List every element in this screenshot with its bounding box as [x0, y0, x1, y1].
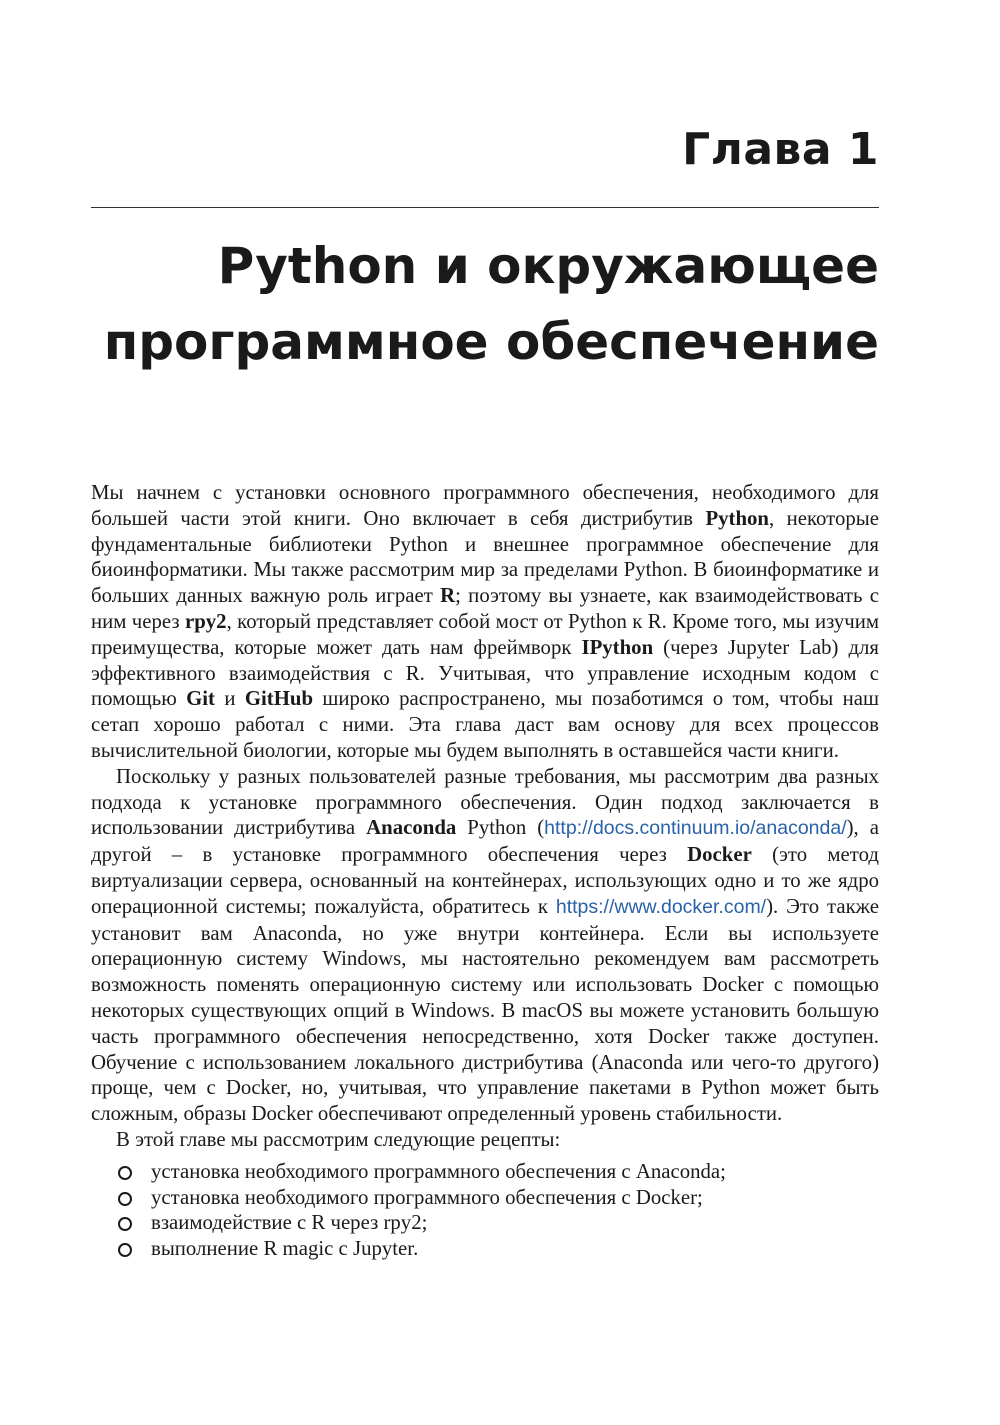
intro-paragraph: [91, 480, 879, 764]
circle-bullet-icon: [118, 1217, 132, 1231]
text-run: ), а другой – в установке программного обеспечения через: [91, 816, 879, 867]
text-run: ; поэтому вы узнаете, как взаимодействовать с ним через: [91, 584, 879, 633]
text-run: , некоторые фундаментальные библиотеки Python и внешнее программное обеспечение для биоинформатики. Мы также рассмотрим мир за пределами Python. В биоинформатике и больших данных важную роль играет: [91, 506, 879, 608]
chapter-number: Глава 1: [682, 124, 879, 175]
chapter-divider: [91, 207, 879, 208]
list-item: [91, 1159, 879, 1185]
text-run: ). Это также установит вам Anaconda, но уже внутри контейнера. Если вы используете операционную систему Windows, мы настоятельно рекомендуем вам рассмотреть возможность поменять операционную систему или использовать Docker с помощью некоторых существующих опций в Windows. В macOS вы можете установить большую часть программного обеспечения непосредственно, хотя Docker также доступен. Обучение с использованием локального дистрибутива (Anaconda или чего-то другого) проще, чем с Docker, но, учитывая, что управление пакетами в Python может быть сложным, образы Docker обеспечивают определенный уровень стабильности.: [91, 894, 880, 1126]
term-python: Python: [705, 506, 769, 530]
term-ipython: IPython: [581, 635, 654, 659]
term-git: Git: [186, 687, 215, 711]
term-github: GitHub: [244, 687, 314, 711]
recipes-intro: В этой главе мы рассмотрим следующие рецепты:: [116, 1127, 561, 1151]
text-run: и: [214, 687, 245, 711]
list-item: [91, 1210, 879, 1236]
docker-link[interactable]: https://www.docker.com/: [555, 895, 767, 918]
anaconda-link[interactable]: http://docs.continuum.io/anaconda/: [544, 817, 847, 840]
term-docker: Docker: [687, 843, 752, 867]
recipes-list: [91, 1159, 879, 1262]
text-run: широко распространено, мы позаботимся о том, чтобы наш сетап хорошо работал с ними. Эта глава даст вам основу для всех процессов вычислительной биологии, которые мы будем выполнять в оставшейся части книги.: [91, 687, 879, 762]
list-item-text: установка необходимого программного обеспечения с Anaconda;: [151, 1159, 726, 1183]
chapter-title-line-1: Python и окружающее: [217, 237, 879, 295]
term-anaconda: Anaconda: [366, 816, 457, 840]
text-run: , который представляет собой мост от Python к R. Кроме того, мы изучим преимущества, которые может дать нам фреймворк: [91, 609, 879, 659]
text-run: (через Jupyter Lab) для эффективного взаимодействия с R. Учитывая, что управление исходным кодом с помощью: [91, 635, 879, 711]
text-run: Python (: [456, 816, 545, 840]
list-item: [91, 1236, 879, 1262]
chapter-body: [91, 480, 879, 1262]
book-page: [91, 0, 879, 1425]
text-run: Мы начнем с установки основного программного обеспечения, необходимого для большей части этой книги. Оно включает в себя дистрибутив: [91, 481, 879, 530]
circle-bullet-icon: [118, 1166, 132, 1180]
list-item: [91, 1185, 879, 1211]
list-item-text: взаимодействие с R через rpy2;: [151, 1211, 428, 1235]
circle-bullet-icon: [118, 1192, 132, 1206]
text-run: (это метод виртуализации сервера, основанный на контейнерах, использующих одно и то же ядро операционной системы; пожалуйста, обратитесь к: [91, 843, 879, 918]
text-run: Поскольку у разных пользователей разные требования, мы рассмотрим два разных подхода к установке программного обеспечения. Один подход заключается в использовании дистрибутива: [91, 764, 879, 840]
approaches-paragraph: [91, 764, 879, 1127]
chapter-title: [91, 228, 879, 380]
term-r: R: [440, 584, 456, 608]
list-item-text: выполнение R magic с Jupyter.: [151, 1237, 419, 1261]
circle-bullet-icon: [118, 1243, 132, 1257]
term-rpy2: rpy2: [184, 609, 227, 633]
list-item-text: установка необходимого программного обеспечения с Docker;: [151, 1185, 703, 1209]
chapter-title-line-2: программное обеспечение: [103, 313, 879, 371]
